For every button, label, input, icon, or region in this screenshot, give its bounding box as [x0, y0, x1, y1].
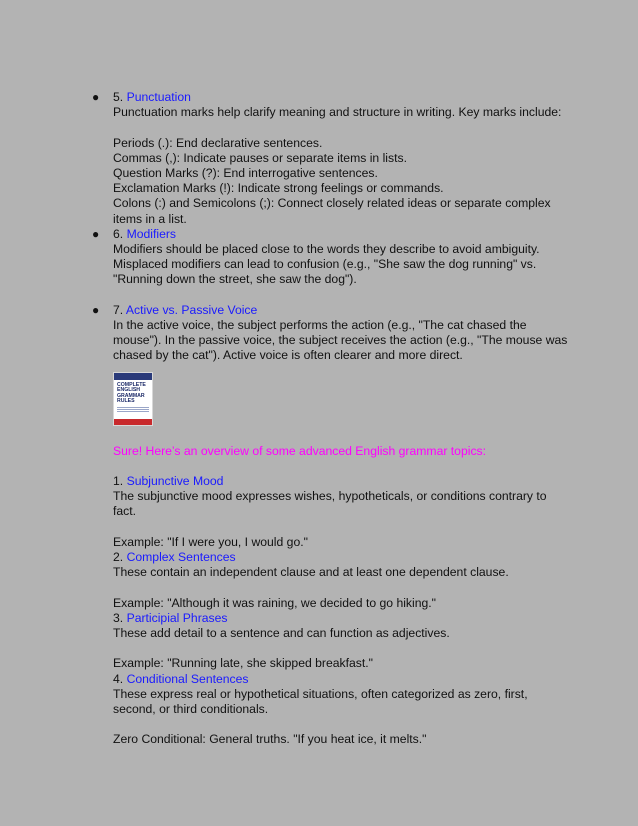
example-line: Example: "Running late, she skipped breakfast." — [113, 656, 373, 671]
topic-participial-phrases — [0, 611, 638, 672]
bullet-icon: ● — [92, 226, 100, 241]
item-number: 4. — [113, 671, 124, 686]
list-line: Commas (,): Indicate pauses or separate items in lists. — [113, 150, 407, 165]
document-page — [0, 90, 638, 748]
book-cover-image — [113, 372, 153, 426]
link-punctuation[interactable]: Punctuation — [126, 90, 191, 104]
paragraph: Modifiers should be placed close to the words they describe to avoid ambiguity. Misplaced modifiers can lead to confusion (e.g., "She saw the dog running" vs. "Running down the street, she saw the dog"). — [113, 242, 540, 287]
link-subjunctive-mood[interactable]: Subjunctive Mood — [126, 474, 224, 489]
paragraph: These express real or hypothetical situations, often categorized as zero, first, second, or third conditionals. — [113, 686, 528, 717]
item-number: 6. — [113, 226, 124, 241]
list-line: Question Marks (?): End interrogative sentences. — [113, 166, 378, 180]
link-modifiers[interactable]: Modifiers — [126, 226, 177, 241]
list-item-modifiers — [0, 227, 638, 288]
example-line: Example: "If I were you, I would go." — [113, 534, 308, 549]
topic-conditional-sentences — [0, 672, 638, 748]
bullet-icon: ● — [92, 90, 100, 104]
item-number: 7. — [113, 302, 124, 317]
link-participial-phrases[interactable]: Participial Phrases — [126, 610, 228, 625]
list-line: Periods (.): End declarative sentences. — [113, 135, 323, 150]
item-number: 1. — [113, 474, 124, 489]
paragraph: The subjunctive mood expresses wishes, hypotheticals, or conditions contrary to fact. — [113, 489, 547, 519]
link-complex-sentences[interactable]: Complex Sentences — [126, 550, 236, 565]
paragraph: In the active voice, the subject performs the action (e.g., "The cat chased the mouse"). In the passive voice, the subject receives the action (e.g., "The mouse was chased by the cat"). Active voice is often clearer and more direct. — [113, 318, 568, 363]
topic-subjunctive-mood — [0, 474, 638, 550]
link-active-passive-voice[interactable]: Active vs. Passive Voice — [125, 302, 258, 317]
list-line: Colons (:) and Semicolons (;): Connect closely related ideas or separate complex items in a list. — [113, 196, 551, 226]
paragraph: These contain an independent clause and at least one dependent clause. — [113, 565, 509, 580]
example-line: Zero Conditional: General truths. "If you heat ice, it melts." — [113, 732, 427, 747]
link-conditional-sentences[interactable]: Conditional Sentences — [126, 671, 249, 686]
intro-line: Sure! Here’s an overview of some advanced English grammar topics: — [113, 443, 487, 458]
paragraph: These add detail to a sentence and can function as adjectives. — [113, 626, 450, 641]
book-title: COMPLETE ENGLISH GRAMMAR RULES — [117, 381, 146, 405]
item-number: 5. — [113, 90, 124, 104]
list-item-punctuation — [0, 90, 638, 227]
list-item-active-passive — [0, 303, 638, 364]
example-line: Example: "Although it was raining, we decided to go hiking." — [113, 595, 437, 610]
bullet-icon: ● — [92, 302, 100, 317]
list-line: Exclamation Marks (!): Indicate strong feelings or commands. — [113, 181, 444, 196]
topic-complex-sentences — [0, 550, 638, 611]
paragraph: Punctuation marks help clarify meaning and structure in writing. Key marks include: — [113, 105, 562, 120]
item-number: 2. — [113, 550, 124, 565]
item-number: 3. — [113, 610, 124, 625]
